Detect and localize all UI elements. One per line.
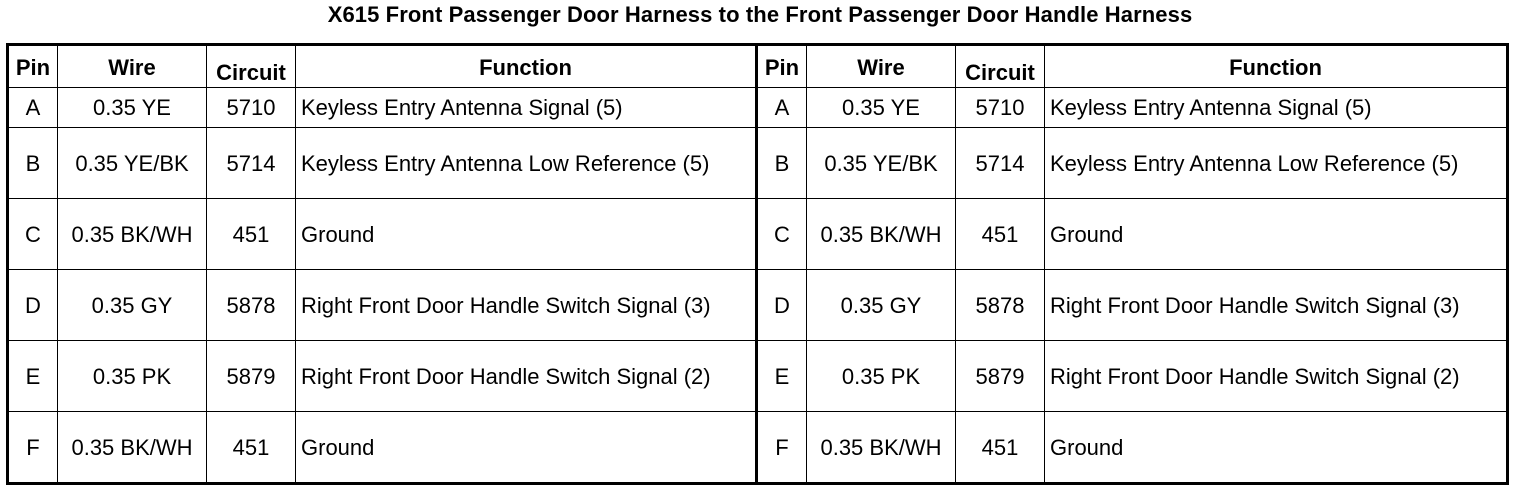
function-cell: Ground <box>296 199 757 270</box>
pin-cell: B <box>757 128 807 199</box>
header-circuit: Circuit <box>207 45 296 88</box>
table-row <box>8 412 1508 484</box>
header-circuit: Circuit <box>956 45 1045 88</box>
wire-cell: 0.35 BK/WH <box>58 199 207 270</box>
circuit-cell: 5710 <box>956 88 1045 128</box>
table-row <box>8 341 1508 412</box>
pin-cell: F <box>8 412 58 484</box>
circuit-cell: 451 <box>207 199 296 270</box>
pin-cell: E <box>8 341 58 412</box>
function-cell: Right Front Door Handle Switch Signal (2) <box>1045 341 1508 412</box>
circuit-cell: 5879 <box>956 341 1045 412</box>
wire-cell: 0.35 BK/WH <box>58 412 207 484</box>
header-pin: Pin <box>8 45 58 88</box>
pin-cell: F <box>757 412 807 484</box>
function-cell: Keyless Entry Antenna Low Reference (5) <box>296 128 757 199</box>
function-cell: Ground <box>296 412 757 484</box>
function-cell: Keyless Entry Antenna Signal (5) <box>1045 88 1508 128</box>
wire-cell: 0.35 PK <box>58 341 207 412</box>
circuit-cell: 451 <box>956 412 1045 484</box>
circuit-cell: 5714 <box>956 128 1045 199</box>
function-cell: Right Front Door Handle Switch Signal (2) <box>296 341 757 412</box>
wire-cell: 0.35 BK/WH <box>807 412 956 484</box>
header-function: Function <box>1045 45 1508 88</box>
wire-cell: 0.35 YE/BK <box>807 128 956 199</box>
circuit-cell: 5878 <box>207 270 296 341</box>
table-row <box>8 199 1508 270</box>
pin-cell: A <box>757 88 807 128</box>
function-cell: Keyless Entry Antenna Low Reference (5) <box>1045 128 1508 199</box>
circuit-cell: 451 <box>956 199 1045 270</box>
function-cell: Ground <box>1045 412 1508 484</box>
pin-cell: B <box>8 128 58 199</box>
circuit-cell: 5878 <box>956 270 1045 341</box>
pin-cell: D <box>8 270 58 341</box>
table-row <box>8 270 1508 341</box>
pin-cell: C <box>8 199 58 270</box>
header-wire: Wire <box>807 45 956 88</box>
wire-cell: 0.35 YE/BK <box>58 128 207 199</box>
function-cell: Right Front Door Handle Switch Signal (3) <box>1045 270 1508 341</box>
wire-cell: 0.35 PK <box>807 341 956 412</box>
circuit-cell: 5879 <box>207 341 296 412</box>
wire-cell: 0.35 GY <box>58 270 207 341</box>
circuit-cell: 5710 <box>207 88 296 128</box>
pin-cell: D <box>757 270 807 341</box>
pin-cell: A <box>8 88 58 128</box>
page-title: X615 Front Passenger Door Harness to the Front Passenger Door Handle Harness <box>327 2 1193 27</box>
function-cell: Right Front Door Handle Switch Signal (3) <box>296 270 757 341</box>
table-row <box>8 88 1508 128</box>
function-cell: Keyless Entry Antenna Signal (5) <box>296 88 757 128</box>
wire-cell: 0.35 BK/WH <box>807 199 956 270</box>
wire-cell: 0.35 GY <box>807 270 956 341</box>
table-row <box>8 128 1508 199</box>
wire-cell: 0.35 YE <box>807 88 956 128</box>
header-wire: Wire <box>58 45 207 88</box>
pin-cell: E <box>757 341 807 412</box>
header-pin: Pin <box>757 45 807 88</box>
function-cell: Ground <box>1045 199 1508 270</box>
wire-cell: 0.35 YE <box>58 88 207 128</box>
circuit-cell: 5714 <box>207 128 296 199</box>
pin-table <box>6 43 1509 485</box>
pin-cell: C <box>757 199 807 270</box>
header-function: Function <box>296 45 757 88</box>
circuit-cell: 451 <box>207 412 296 484</box>
